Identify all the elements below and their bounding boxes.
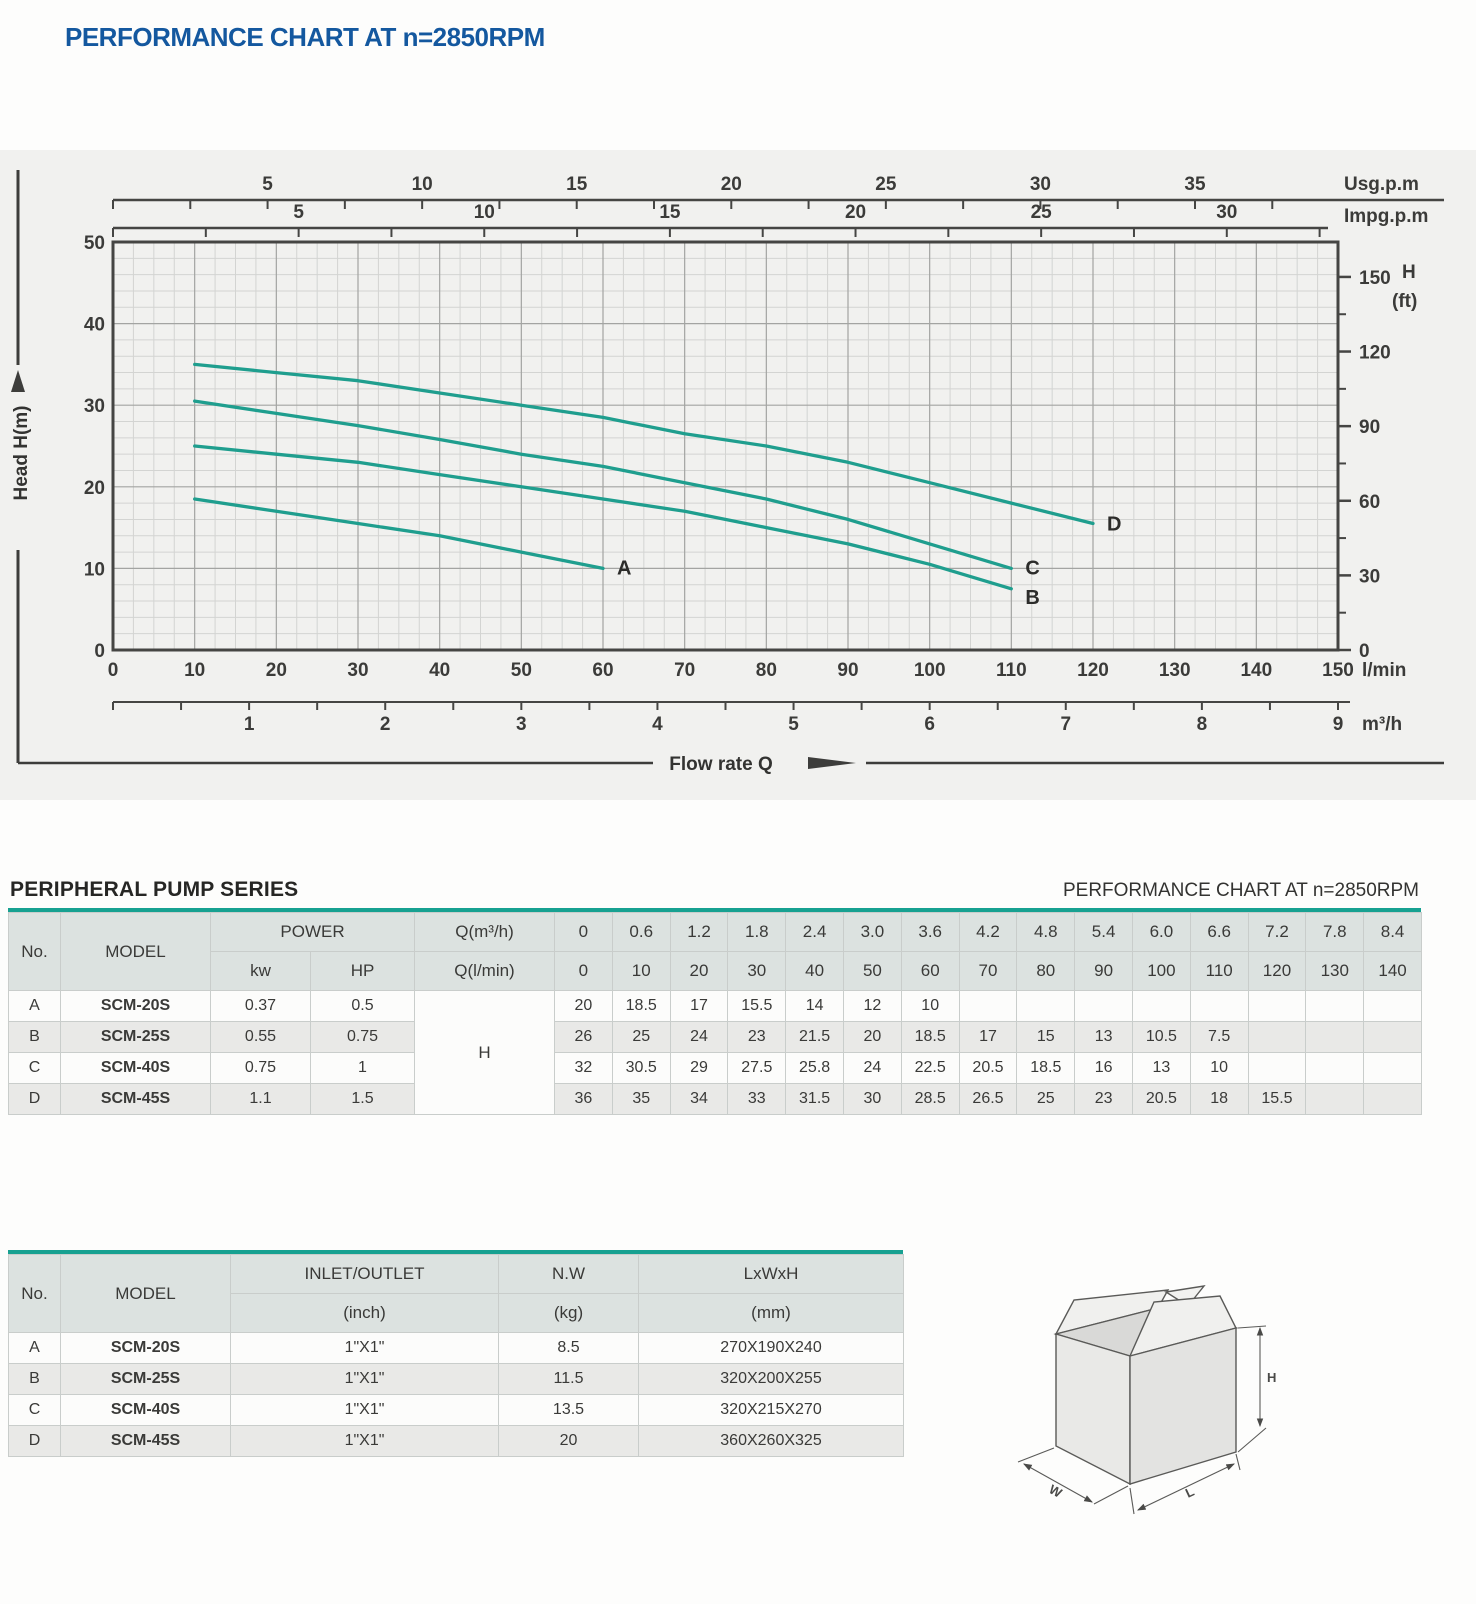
table-cell: kw <box>211 952 311 991</box>
tick-label: 1 <box>243 714 255 735</box>
table-cell: 20.5 <box>959 1053 1017 1084</box>
tick-label: 140 <box>1240 660 1273 681</box>
table-cell: N.W <box>499 1255 639 1294</box>
table-cell: 26 <box>555 1022 613 1053</box>
pump-curve-D <box>195 364 1122 535</box>
table-cell: 1"X1" <box>231 1333 499 1364</box>
table-cell: 140 <box>1364 952 1422 991</box>
page-title: PERFORMANCE CHART AT n=2850RPM <box>65 22 545 52</box>
table-cell: 7.5 <box>1190 1022 1248 1053</box>
tick-label: 80 <box>755 660 777 681</box>
table-cell: No. <box>9 913 61 991</box>
table-cell: A <box>9 991 61 1022</box>
table-cell: 20.5 <box>1132 1084 1190 1115</box>
table-row <box>9 1022 1422 1053</box>
tick-label: 0 <box>107 660 119 681</box>
table-cell: 20 <box>670 952 728 991</box>
table-header-row <box>9 952 1422 991</box>
table-cell: 35 <box>612 1084 670 1115</box>
usgpm-axis <box>113 174 1444 209</box>
table-cell: SCM-45S <box>61 1084 211 1115</box>
box-face-right <box>1130 1328 1236 1484</box>
tick-label: 35 <box>1184 174 1206 195</box>
carton-box-diagram <box>1008 1256 1318 1556</box>
table-cell: 0.55 <box>211 1022 311 1053</box>
table-cell: 2.4 <box>786 913 844 952</box>
table-cell: 21.5 <box>786 1022 844 1053</box>
table-cell <box>1248 1022 1306 1053</box>
table-cell: 8.5 <box>499 1333 639 1364</box>
table-cell: 10 <box>1190 1053 1248 1084</box>
table-cell: 6.0 <box>1132 913 1190 952</box>
tick-label: 20 <box>844 202 867 223</box>
table-cell: 10 <box>901 991 959 1022</box>
table-cell: 4.2 <box>959 913 1017 952</box>
curve-label-D: D <box>1107 513 1122 536</box>
tick-label: 5 <box>262 174 273 195</box>
table-cell: 18.5 <box>901 1022 959 1053</box>
table1-left-title: PERIPHERAL PUMP SERIES <box>10 878 299 901</box>
table-cell: C <box>9 1053 61 1084</box>
performance-chart <box>8 150 1476 800</box>
table-cell: 22.5 <box>901 1053 959 1084</box>
tick-label: 40 <box>83 314 105 336</box>
tick-label: 8 <box>1196 714 1208 735</box>
up-arrow <box>11 370 25 392</box>
table-cell: SCM-25S <box>61 1022 211 1053</box>
table-cell: 130 <box>1306 952 1364 991</box>
table-cell: 360X260X325 <box>639 1426 904 1457</box>
table-cell: 33 <box>728 1084 786 1115</box>
table-cell: 1.8 <box>728 913 786 952</box>
table-cell: (kg) <box>499 1294 639 1333</box>
table-cell: 10 <box>612 952 670 991</box>
table-cell: 30.5 <box>612 1053 670 1084</box>
table-cell: 17 <box>670 991 728 1022</box>
table-cell: 1"X1" <box>231 1395 499 1426</box>
table-cell <box>1075 991 1133 1022</box>
performance-table <box>8 912 1422 1115</box>
table-cell <box>1190 991 1248 1022</box>
tick-label: 10 <box>83 559 105 581</box>
table-cell: Q(l/min) <box>415 952 555 991</box>
table-cell: 11.5 <box>499 1364 639 1395</box>
extension-line <box>1238 1326 1266 1328</box>
table-row <box>9 1084 1422 1115</box>
table-cell: 80 <box>1017 952 1075 991</box>
table-cell: 100 <box>1132 952 1190 991</box>
tick-label: 90 <box>1359 417 1381 439</box>
table-cell: 24 <box>670 1022 728 1053</box>
dimensions-table-block <box>8 1250 903 1457</box>
tick-label: 7 <box>1060 714 1072 735</box>
table-cell: 1.1 <box>211 1084 311 1115</box>
table-cell: 16 <box>1075 1053 1133 1084</box>
table-cell: 15.5 <box>1248 1084 1306 1115</box>
table-cell: 15 <box>1017 1022 1075 1053</box>
table-cell: 0.37 <box>211 991 311 1022</box>
h-dimension-label: H <box>1267 1370 1277 1385</box>
table-cell: A <box>9 1333 61 1364</box>
pump-curve-A <box>195 499 632 579</box>
table-cell: SCM-20S <box>61 991 211 1022</box>
table-cell: 1"X1" <box>231 1426 499 1457</box>
tick-label: 30 <box>1359 566 1381 588</box>
tick-label: 120 <box>1077 660 1109 681</box>
table-cell: 30 <box>728 952 786 991</box>
table-cell: D <box>9 1426 61 1457</box>
table-cell: B <box>9 1364 61 1395</box>
box-outline <box>1056 1286 1236 1484</box>
table-cell: 50 <box>844 952 902 991</box>
table-row <box>9 1053 1422 1084</box>
lmin-axis-label: l/min <box>1362 660 1407 681</box>
tick-label: 130 <box>1158 660 1191 681</box>
table-cell <box>1248 991 1306 1022</box>
table-cell: 90 <box>1075 952 1133 991</box>
table-cell: 15.5 <box>728 991 786 1022</box>
table-cell: 1 <box>311 1053 415 1084</box>
tick-label: 60 <box>1359 491 1381 513</box>
table-cell: 23 <box>728 1022 786 1053</box>
extension-line <box>1236 1454 1240 1470</box>
tick-label: 100 <box>913 660 946 681</box>
tick-label: 40 <box>429 660 451 681</box>
table-cell: H <box>415 991 555 1115</box>
tick-label: 15 <box>566 174 588 195</box>
table-cell: 30 <box>844 1084 902 1115</box>
head-m-axis <box>84 233 105 662</box>
table-cell: 26.5 <box>959 1084 1017 1115</box>
tick-label: 10 <box>473 202 495 223</box>
table-cell <box>1306 1022 1364 1053</box>
table-cell: 0.75 <box>311 1022 415 1053</box>
tick-label: 150 <box>1359 267 1391 289</box>
tick-label: 6 <box>924 714 935 735</box>
dimensions-table <box>8 1254 904 1457</box>
table-cell: 7.8 <box>1306 913 1364 952</box>
table-cell: 6.6 <box>1190 913 1248 952</box>
tick-label: 60 <box>592 660 614 681</box>
table-cell: 13.5 <box>499 1395 639 1426</box>
table-cell: 25 <box>1017 1084 1075 1115</box>
table-cell: 1.2 <box>670 913 728 952</box>
table1-right-title: PERFORMANCE CHART AT n=2850RPM <box>1062 880 1419 901</box>
table-cell: LxWxH <box>639 1255 904 1294</box>
table-row <box>9 1426 904 1457</box>
tick-label: 0 <box>1359 641 1370 662</box>
tick-label: 150 <box>1322 660 1354 681</box>
tick-label: 10 <box>184 660 206 681</box>
extension-line <box>1094 1486 1128 1504</box>
lmin-axis <box>108 660 1407 681</box>
tick-label: 2 <box>379 714 391 735</box>
tick-label: 120 <box>1359 342 1391 364</box>
table-cell <box>1364 1053 1422 1084</box>
table-cell: 13 <box>1075 1022 1133 1053</box>
table-header-row <box>9 913 1422 952</box>
table-cell: B <box>9 1022 61 1053</box>
tick-label: 10 <box>411 174 433 195</box>
tick-label: 25 <box>1030 202 1052 223</box>
l-dimension-label: L <box>1182 1483 1197 1501</box>
table-cell: 0.5 <box>311 991 415 1022</box>
m3h-axis-label: m³/h <box>1362 714 1403 735</box>
table-cell: D <box>9 1084 61 1115</box>
w-dimension-label: W <box>1046 1481 1065 1501</box>
tick-label: 5 <box>788 714 799 735</box>
curve-label-C: C <box>1025 557 1040 580</box>
table-cell: 23 <box>1075 1084 1133 1115</box>
tick-label: 30 <box>83 396 105 418</box>
table-cell: 20 <box>499 1426 639 1457</box>
table-cell: 25 <box>612 1022 670 1053</box>
table-cell: 40 <box>786 952 844 991</box>
table-cell: 18.5 <box>612 991 670 1022</box>
table-cell: 270X190X240 <box>639 1333 904 1364</box>
table-cell: 20 <box>844 1022 902 1053</box>
pump-series-table-block <box>8 878 1421 1115</box>
tick-label: 4 <box>652 714 663 735</box>
right-arrow <box>808 757 856 769</box>
table-cell: 0.6 <box>612 913 670 952</box>
table-row <box>9 1333 904 1364</box>
table-cell: 36 <box>555 1084 613 1115</box>
curve-label-B: B <box>1025 586 1040 609</box>
pump-curve-C <box>195 401 1040 579</box>
table-cell: 3.0 <box>844 913 902 952</box>
m3h-axis <box>113 702 1402 735</box>
extension-line <box>1018 1448 1054 1462</box>
table-cell: SCM-45S <box>61 1426 231 1457</box>
table-cell: 60 <box>901 952 959 991</box>
table-cell: 32 <box>555 1053 613 1084</box>
table-cell: 3.6 <box>901 913 959 952</box>
table-cell: 12 <box>844 991 902 1022</box>
table-cell: POWER <box>211 913 415 952</box>
table-cell: C <box>9 1395 61 1426</box>
table-cell: SCM-25S <box>61 1364 231 1395</box>
table-row <box>9 1395 904 1426</box>
tick-label: 0 <box>94 641 105 662</box>
tick-label: 3 <box>516 714 527 735</box>
table-cell: HP <box>311 952 415 991</box>
table-cell <box>1306 1053 1364 1084</box>
table-cell: 14 <box>786 991 844 1022</box>
table-cell: SCM-20S <box>61 1333 231 1364</box>
table-cell <box>1364 1022 1422 1053</box>
ft-axis-label: H <box>1402 262 1416 283</box>
table-cell: 4.8 <box>1017 913 1075 952</box>
tick-label: 50 <box>83 233 105 254</box>
table-cell <box>1248 1053 1306 1084</box>
table-cell: 7.2 <box>1248 913 1306 952</box>
table1-titles <box>8 878 1421 902</box>
tick-label: 30 <box>347 660 369 681</box>
table-cell: (inch) <box>231 1294 499 1333</box>
impgpm-axis <box>113 202 1428 237</box>
box-face-left <box>1056 1334 1130 1484</box>
tick-label: 30 <box>1216 202 1238 223</box>
table-cell: SCM-40S <box>61 1053 211 1084</box>
table-cell: (mm) <box>639 1294 904 1333</box>
table-cell <box>959 991 1017 1022</box>
tick-label: 5 <box>293 202 304 223</box>
table-cell: 0 <box>555 913 613 952</box>
table-header-row <box>9 1255 904 1294</box>
table-cell: 120 <box>1248 952 1306 991</box>
outer-frame <box>11 170 1444 775</box>
tick-label: 9 <box>1332 714 1344 735</box>
table-row <box>9 1364 904 1395</box>
tick-label: 50 <box>510 660 532 681</box>
table-cell <box>1306 991 1364 1022</box>
head-axis-label: Head H(m) <box>11 405 32 501</box>
table-cell: Q(m³/h) <box>415 913 555 952</box>
tick-label: 110 <box>996 660 1027 681</box>
table-cell: No. <box>9 1255 61 1333</box>
tick-label: 70 <box>674 660 696 681</box>
table-cell: 13 <box>1132 1053 1190 1084</box>
flow-rate-label: Flow rate Q <box>669 754 773 775</box>
extension-line <box>1238 1428 1266 1452</box>
table-cell: 20 <box>555 991 613 1022</box>
table-cell: 1.5 <box>311 1084 415 1115</box>
table-cell: 28.5 <box>901 1084 959 1115</box>
table-cell: 110 <box>1190 952 1248 991</box>
table-cell <box>1017 991 1075 1022</box>
table-cell: 29 <box>670 1053 728 1084</box>
ft-axis-label: (ft) <box>1392 291 1418 312</box>
table-cell: 5.4 <box>1075 913 1133 952</box>
table-cell <box>1364 1084 1422 1115</box>
table-cell: 27.5 <box>728 1053 786 1084</box>
table-cell: 18.5 <box>1017 1053 1075 1084</box>
impgpm-axis-label: Impg.p.m <box>1344 206 1429 227</box>
tick-label: 20 <box>720 174 742 195</box>
table-cell: MODEL <box>61 913 211 991</box>
table-cell: 34 <box>670 1084 728 1115</box>
tick-label: 20 <box>265 660 287 681</box>
table-cell: 1"X1" <box>231 1364 499 1395</box>
table-cell: MODEL <box>61 1255 231 1333</box>
table-cell: 25.8 <box>786 1053 844 1084</box>
table-cell: 17 <box>959 1022 1017 1053</box>
head-ft-axis <box>1338 262 1417 662</box>
table-cell: 8.4 <box>1364 913 1422 952</box>
table-cell <box>1306 1084 1364 1115</box>
table-cell <box>1364 991 1422 1022</box>
performance-chart-section <box>0 150 1476 800</box>
table-cell: 10.5 <box>1132 1022 1190 1053</box>
table-row <box>9 991 1422 1022</box>
table-cell: 31.5 <box>786 1084 844 1115</box>
tick-label: 90 <box>837 660 859 681</box>
table-cell: 320X200X255 <box>639 1364 904 1395</box>
grid-minor <box>113 242 1338 650</box>
curve-label-A: A <box>617 557 632 580</box>
tick-label: 20 <box>83 477 105 499</box>
table-cell: INLET/OUTLET <box>231 1255 499 1294</box>
table-cell: 24 <box>844 1053 902 1084</box>
table-cell: SCM-40S <box>61 1395 231 1426</box>
tick-label: 30 <box>1029 174 1051 195</box>
table-cell: 18 <box>1190 1084 1248 1115</box>
table-cell <box>1132 991 1190 1022</box>
extension-line <box>1130 1488 1134 1514</box>
table-cell: 0.75 <box>211 1053 311 1084</box>
usgpm-axis-label: Usg.p.m <box>1344 174 1419 195</box>
table-cell: 0 <box>555 952 613 991</box>
table-cell: 70 <box>959 952 1017 991</box>
tick-label: 25 <box>875 174 897 195</box>
tick-label: 15 <box>659 202 681 223</box>
table-cell: 320X215X270 <box>639 1395 904 1426</box>
